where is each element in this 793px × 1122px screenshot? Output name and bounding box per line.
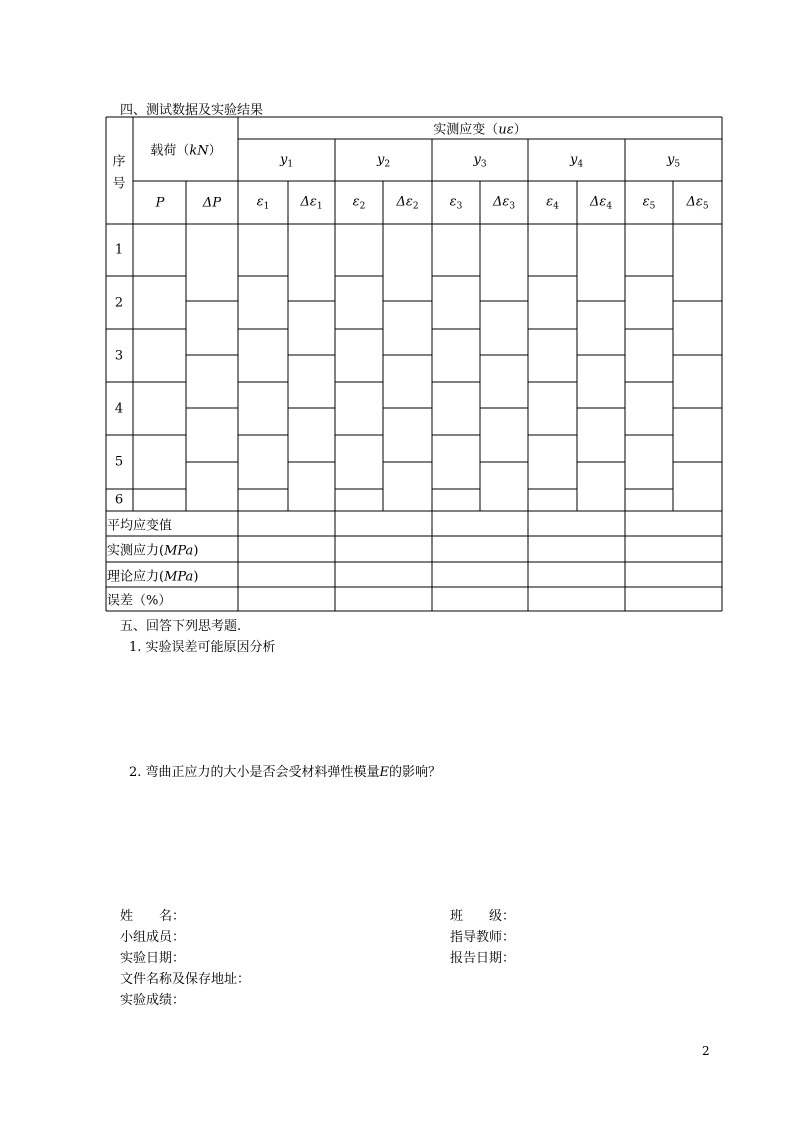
row-number-3: 3	[114, 348, 124, 363]
section-title-questions: 五、回答下列思考题.	[120, 619, 242, 634]
info-group-members: 小组成员：	[120, 930, 186, 945]
header-index-char-1: 序	[112, 154, 126, 170]
header-position-y3: $y_3$	[473, 152, 487, 170]
header-col-strain-5: $\varepsilon_5$	[642, 194, 656, 212]
summary-row-label-1: 平均应变值	[107, 518, 173, 533]
row-number-4: 4	[114, 401, 124, 416]
header-col-delta-strain-2: $\Delta\varepsilon_2$	[396, 194, 419, 212]
question-1-text: 1. 实验误差可能原因分析	[129, 640, 276, 655]
header-col-strain-1: $\varepsilon_1$	[256, 194, 270, 212]
header-position-y1: $y_1$	[279, 152, 294, 170]
header-col-strain-3: $\varepsilon_3$	[449, 194, 463, 212]
info-name: 姓 名：	[120, 909, 186, 924]
summary-row-label-2: 实测应力(MPa)	[107, 543, 199, 559]
page-number: 2	[702, 1044, 710, 1058]
info-report-date: 报告日期：	[450, 951, 516, 966]
question-2	[129, 761, 441, 780]
section-title-test-data: 四、测试数据及实验结果	[120, 103, 264, 118]
row-number-2: 2	[114, 295, 124, 310]
header-col-delta-strain-4: $\Delta\varepsilon_4$	[589, 194, 613, 212]
question-2-variable: E	[379, 765, 390, 780]
info-class: 班 级：	[450, 909, 516, 924]
summary-row-label-4: 误差（%）	[107, 593, 172, 609]
question-2-text: 2. 弯曲正应力的大小是否会受材料弹性模量	[129, 765, 380, 780]
header-col-delta-strain-1: $\Delta\varepsilon_1$	[300, 194, 323, 212]
row-number-6: 6	[114, 492, 124, 508]
header-index-char-2: 号	[112, 176, 126, 192]
header-position-y4: $y_4$	[569, 152, 584, 170]
header-col-strain-4: $\varepsilon_4$	[546, 194, 559, 212]
header-col-delta-strain-5: $\Delta\varepsilon_5$	[686, 194, 709, 212]
header-position-y5: $y_5$	[666, 152, 681, 170]
question-1	[129, 636, 276, 655]
info-instructor: 指导教师：	[450, 930, 516, 945]
info-file-name-location: 文件名称及保存地址：	[120, 972, 251, 987]
summary-row-label-3: 理论应力(MPa)	[107, 569, 199, 584]
header-col-p: P	[155, 195, 165, 211]
header-position-y2: $y_2$	[376, 152, 391, 170]
header-col-delta-p: ΔP	[202, 195, 222, 211]
info-grade: 实验成绩：	[120, 993, 186, 1008]
header-col-delta-strain-3: $\Delta\varepsilon_3$	[492, 194, 516, 212]
row-number-5: 5	[114, 454, 124, 470]
row-number-1: 1	[114, 242, 124, 258]
question-2-suffix: 的影响？	[389, 765, 442, 780]
header-measured-strain: 实测应变（uε）	[433, 122, 527, 138]
info-experiment-date: 实验日期：	[120, 951, 186, 966]
header-col-strain-2: $\varepsilon_2$	[352, 194, 366, 212]
header-load: 载荷（kN）	[150, 143, 222, 159]
